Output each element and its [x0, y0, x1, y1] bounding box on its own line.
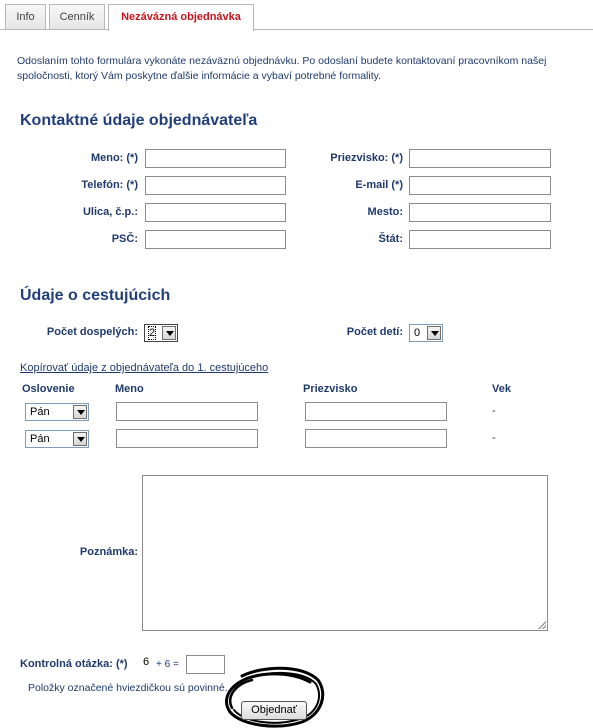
children-select[interactable]: [409, 324, 443, 342]
column-salutation: Oslovenie: [22, 383, 75, 395]
traveler-surname-input[interactable]: [305, 429, 447, 448]
salutation-value: Pán: [30, 406, 50, 418]
city-input[interactable]: [409, 203, 551, 222]
captcha-input[interactable]: [186, 655, 225, 674]
email-label: E-mail (*): [355, 179, 403, 191]
name-label: Meno: (*): [90, 152, 138, 164]
traveler-age: -: [492, 432, 496, 444]
captcha-operator: + 6 =: [156, 659, 179, 670]
name-input[interactable]: [145, 149, 286, 168]
column-surname: Priezvisko: [303, 383, 358, 395]
travelers-heading: Údaje o cestujúcich: [20, 287, 171, 304]
surname-label: Priezvisko: (*): [330, 152, 403, 164]
chevron-down-icon: [73, 405, 87, 419]
note-textarea[interactable]: [142, 475, 548, 631]
tab-order[interactable]: Nezávázná objednávka: [108, 4, 254, 31]
chevron-down-icon: [427, 326, 441, 340]
note-label: Poznámka:: [79, 546, 138, 558]
captcha-label: Kontrolná otázka: (*): [20, 658, 128, 670]
country-label: Štát:: [378, 233, 403, 245]
submit-order-button[interactable]: Objednať: [241, 701, 307, 720]
adults-select[interactable]: [144, 324, 178, 342]
contact-heading: Kontaktné údaje objednávateľa: [20, 112, 258, 129]
adults-value: 2: [149, 327, 156, 339]
tab-info[interactable]: Info: [5, 4, 46, 29]
email-input[interactable]: [409, 176, 551, 195]
column-name: Meno: [115, 383, 144, 395]
children-label: Počet detí:: [346, 326, 403, 338]
traveler-name-input[interactable]: [116, 402, 258, 421]
zip-label: PSČ:: [111, 233, 138, 245]
traveler-age: -: [492, 405, 496, 417]
intro-text: Odoslaním tohto formulára vykonáte nezáväznú objednávku. Po odoslaní budete kontaktovaní pracovníkom našej spoločnosti, ktorý Vám poskytne ďalšie informácie a vybaví potrebné formality.: [17, 55, 547, 82]
adults-label: Počet dospelých:: [46, 326, 138, 338]
city-label: Mesto:: [367, 206, 403, 218]
required-note: Položky označené hviezdičkou sú povinné.: [28, 682, 228, 694]
phone-label: Telefón: (*): [81, 179, 138, 191]
column-age: Vek: [492, 383, 511, 395]
traveler-surname-input[interactable]: [305, 402, 447, 421]
children-value: 0: [414, 327, 421, 339]
copy-customer-link[interactable]: Kopírovať údaje z objednávateľa do 1. cestujúceho: [20, 362, 269, 374]
salutation-select[interactable]: [25, 403, 89, 421]
captcha-number: 6: [143, 656, 150, 668]
chevron-down-icon: [73, 432, 87, 446]
resize-grip-icon[interactable]: [538, 621, 546, 629]
surname-input[interactable]: [409, 149, 551, 168]
street-input[interactable]: [145, 203, 286, 222]
country-input[interactable]: [409, 230, 551, 249]
tab-pricelist[interactable]: Cenník: [49, 4, 105, 29]
salutation-value: Pán: [30, 433, 50, 445]
zip-input[interactable]: [145, 230, 286, 249]
salutation-select[interactable]: [25, 430, 89, 448]
street-label: Ulica, č.p.:: [82, 206, 138, 218]
tab-divider: [0, 29, 593, 30]
tab-bar: [0, 0, 593, 31]
traveler-name-input[interactable]: [116, 429, 258, 448]
chevron-down-icon: [162, 326, 176, 340]
phone-input[interactable]: [145, 176, 286, 195]
